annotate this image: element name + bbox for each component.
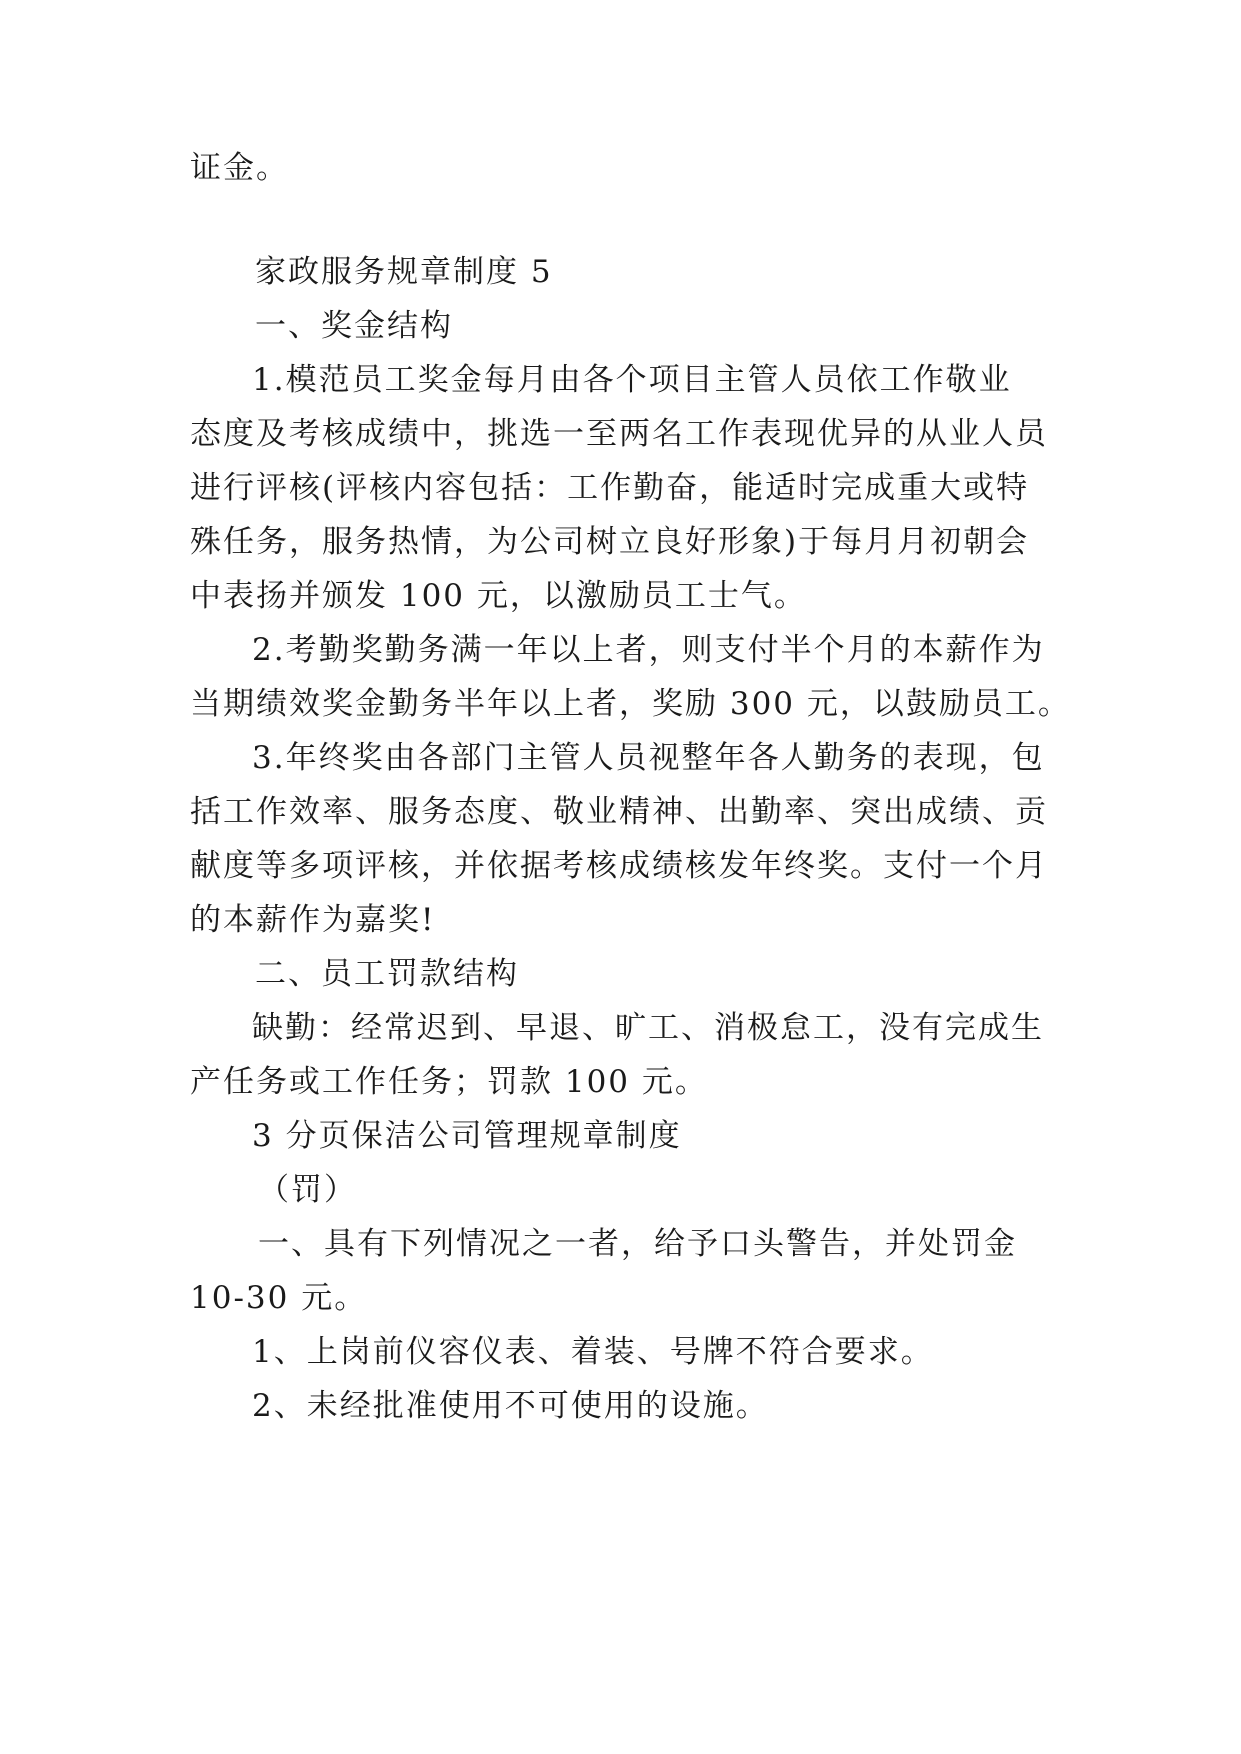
paragraph-line: 1.模范员工奖金每月由各个项目主管人员依工作敬业 <box>252 362 1012 398</box>
section-title: 家政服务规章制度 5 <box>255 254 553 290</box>
paragraph-line: 进行评核(评核内容包括：工作勤奋，能适时完成重大或特 <box>190 470 1030 506</box>
paragraph-line: 当期绩效奖金勤务半年以上者，奖励 300 元，以鼓励员工。 <box>190 686 1071 722</box>
paragraph-line: 的本薪作为嘉奖! <box>190 902 436 938</box>
text-line: 证金。 <box>190 150 289 186</box>
paragraph-line: 3.年终奖由各部门主管人员视整年各人勤务的表现，包 <box>252 740 1045 776</box>
paragraph-line: 中表扬并颁发 100 元，以激励员工士气。 <box>190 578 807 614</box>
section-heading: （罚） <box>258 1172 357 1208</box>
paragraph-line: 一、具有下列情况之一者，给予口头警告，并处罚金 <box>258 1226 1017 1262</box>
paragraph-line: 10-30 元。 <box>190 1280 368 1316</box>
section-title: 3 分页保洁公司管理规章制度 <box>252 1118 682 1154</box>
paragraph-line: 2.考勤奖勤务满一年以上者，则支付半个月的本薪作为 <box>252 632 1045 668</box>
paragraph-line: 殊任务，服务热情，为公司树立良好形象)于每月月初朝会 <box>190 524 1030 560</box>
paragraph-line: 产任务或工作任务；罚款 100 元。 <box>190 1064 708 1100</box>
paragraph-line: 献度等多项评核，并依据考核成绩核发年终奖。支付一个月 <box>190 848 1048 884</box>
section-heading: 一、奖金结构 <box>255 308 453 344</box>
list-item: 2、未经批准使用不可使用的设施。 <box>252 1388 769 1424</box>
section-heading: 二、员工罚款结构 <box>255 956 519 992</box>
paragraph-line: 缺勤：经常迟到、早退、旷工、消极怠工，没有完成生 <box>252 1010 1044 1046</box>
paragraph-line: 括工作效率、服务态度、敬业精神、出勤率、突出成绩、贡 <box>190 794 1048 830</box>
paragraph-line: 态度及考核成绩中，挑选一至两名工作表现优异的从业人员 <box>190 416 1048 452</box>
list-item: 1、上岗前仪容仪表、着装、号牌不符合要求。 <box>252 1334 934 1370</box>
